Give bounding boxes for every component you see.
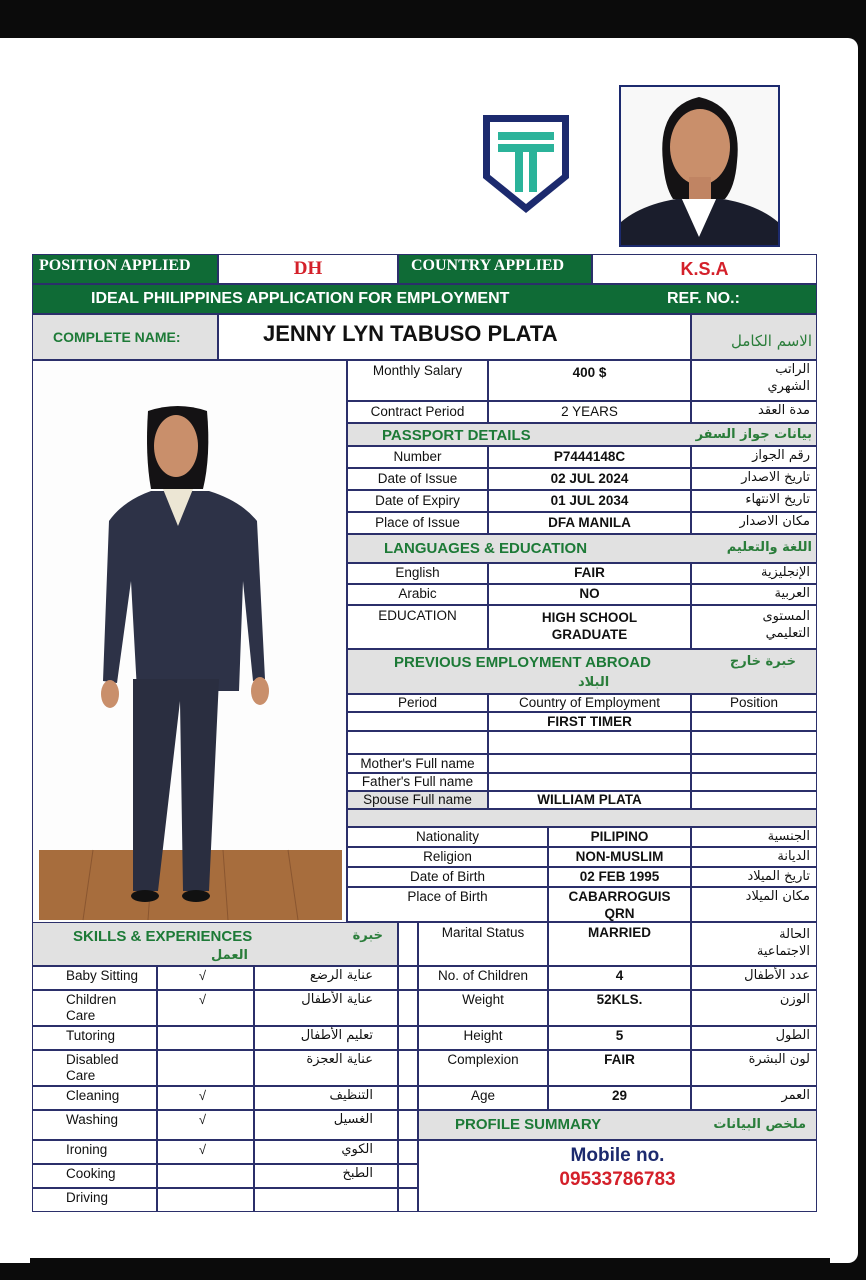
personal-row-label-ar: الجنسية <box>691 827 817 847</box>
skill-gap <box>398 1050 418 1086</box>
profile-summary-body <box>418 1140 817 1212</box>
spouse-name-value: WILLIAM PLATA <box>488 791 691 809</box>
skill-check: √ <box>157 1110 254 1140</box>
employment-title-ar-line1: خبرة خارج <box>729 654 796 669</box>
monthly-salary-value: 400 $ <box>488 360 691 401</box>
skill-name-line2: Care <box>66 1068 96 1083</box>
personal-row-label: Nationality <box>347 827 548 847</box>
birthplace-value <box>548 887 691 922</box>
skill-gap <box>398 1026 418 1050</box>
skill-name <box>32 1188 157 1212</box>
skills-title: SKILLS & EXPERIENCES <box>73 928 253 945</box>
form-title: IDEAL PHILIPPINES APPLICATION FOR EMPLOYMENT <box>91 290 510 307</box>
contract-period-label: Contract Period <box>347 401 488 423</box>
weight-value: 52KLS. <box>548 990 691 1026</box>
education-value-line2: GRADUATE <box>551 627 628 642</box>
skill-gap <box>398 1110 418 1140</box>
father-name-value <box>488 773 691 791</box>
complete-name-label-ar: الاسم الكامل <box>691 314 817 360</box>
skill-name-line1: Tutoring <box>66 1028 116 1043</box>
skill-name-ar: تعليم الأطفال <box>254 1026 398 1050</box>
complexion-value: FAIR <box>548 1050 691 1086</box>
skills-title-ar-line2: العمل <box>211 948 248 963</box>
mobile-label: Mobile no. <box>570 1145 665 1166</box>
passport-row-label: Number <box>347 446 488 468</box>
skill-check: √ <box>157 1140 254 1164</box>
skill-name-ar: الطبخ <box>254 1164 398 1188</box>
skill-name-line1: Driving <box>66 1190 109 1205</box>
passport-row-label-ar: تاريخ الانتهاء <box>691 490 817 512</box>
height-label-ar: الطول <box>691 1026 817 1050</box>
employment-title-ar-line2: البلاد <box>578 675 610 690</box>
skill-name-ar: التنظيف <box>254 1086 398 1110</box>
languages-title: LANGUAGES & EDUCATION <box>384 540 588 557</box>
face-photo-icon <box>621 87 778 245</box>
skill-gap <box>398 1086 418 1110</box>
passport-row-label-ar: رقم الجواز <box>691 446 817 468</box>
full-body-photo <box>32 360 347 923</box>
skills-section-header <box>32 922 398 966</box>
skill-gap <box>398 1164 418 1188</box>
employment-row2-country <box>488 731 691 754</box>
languages-title-ar: اللغة والتعليم <box>726 540 812 555</box>
skill-name <box>32 1164 157 1188</box>
employment-row1-position <box>691 712 817 731</box>
marital-label-ar-line2: الاجتماعية <box>756 944 810 959</box>
language-row-label: Arabic <box>347 584 488 605</box>
contract-period-value: 2 YEARS <box>488 401 691 423</box>
contract-period-label-ar: مدة العقد <box>691 401 817 423</box>
employment-col-country: Country of Employment <box>488 694 691 712</box>
personal-row-label: Date of Birth <box>347 867 548 887</box>
mother-name-extra <box>691 754 817 773</box>
agency-logo <box>480 112 572 216</box>
education-label-ar <box>691 605 817 649</box>
passport-photo <box>619 85 780 247</box>
complexion-label: Complexion <box>418 1050 548 1086</box>
ref-no-label: REF. NO.: <box>667 290 740 307</box>
employment-row2-period <box>347 731 488 754</box>
complexion-label-ar: لون البشرة <box>691 1050 817 1086</box>
mother-name-value <box>488 754 691 773</box>
employment-row1-period <box>347 712 488 731</box>
complete-name-label: COMPLETE NAME: <box>32 314 218 360</box>
personal-row-label: Religion <box>347 847 548 867</box>
spouse-name-label: Spouse Full name <box>347 791 488 809</box>
education-label-ar-line1: المستوى <box>762 609 810 624</box>
language-row-value: FAIR <box>488 563 691 584</box>
languages-section-header <box>347 534 817 563</box>
education-value-line1: HIGH SCHOOL <box>541 610 638 625</box>
profile-summary-title-ar: ملخص البيانات <box>713 1117 806 1132</box>
skill-check: √ <box>157 966 254 990</box>
skill-name <box>32 1086 157 1110</box>
personal-row-label-ar: تاريخ الميلاد <box>691 867 817 887</box>
spacer-row <box>347 809 817 827</box>
passport-title-ar: بيانات جواز السفر <box>695 427 812 442</box>
monthly-salary-label: Monthly Salary <box>347 360 488 401</box>
personal-row-value: PILIPINO <box>548 827 691 847</box>
bottom-edge <box>30 1258 830 1268</box>
marital-status-value: MARRIED <box>548 922 691 966</box>
birthplace-value-line1: CABARROGUIS <box>568 889 671 904</box>
passport-row-label-ar: مكان الاصدار <box>691 512 817 534</box>
personal-row-value: NON-MUSLIM <box>548 847 691 867</box>
skill-name-ar: عناية الأطفال <box>254 990 398 1026</box>
father-name-extra <box>691 773 817 791</box>
skill-check: √ <box>157 990 254 1026</box>
passport-row-value: DFA MANILA <box>488 512 691 534</box>
language-row-value: NO <box>488 584 691 605</box>
birthplace-label-ar: مكان الميلاد <box>691 887 817 922</box>
employment-row2-position <box>691 731 817 754</box>
skill-name-ar <box>254 1188 398 1212</box>
employment-title: PREVIOUS EMPLOYMENT ABROAD <box>394 654 651 671</box>
employment-row1-country: FIRST TIMER <box>488 712 691 731</box>
skill-name <box>32 1110 157 1140</box>
skill-name-line1: Children <box>66 992 117 1007</box>
skill-name-ar: عناية العجزة <box>254 1050 398 1086</box>
marital-label-ar-line1: الحالة <box>779 927 810 942</box>
father-name-label: Father's Full name <box>347 773 488 791</box>
age-value: 29 <box>548 1086 691 1110</box>
weight-label-ar: الوزن <box>691 990 817 1026</box>
skill-gap <box>398 1140 418 1164</box>
skill-check <box>157 1164 254 1188</box>
passport-row-value: 01 JUL 2034 <box>488 490 691 512</box>
height-value: 5 <box>548 1026 691 1050</box>
monthly-salary-label-ar: الراتب الشهري <box>691 360 817 401</box>
passport-row-label: Date of Issue <box>347 468 488 490</box>
form-title-bar <box>32 284 817 314</box>
birthplace-label: Place of Birth <box>347 887 548 922</box>
mobile-value: 09533786783 <box>559 1169 676 1190</box>
skill-gap <box>398 1188 418 1212</box>
full-body-photo-icon <box>33 361 346 922</box>
personal-row-label-ar: الديانة <box>691 847 817 867</box>
passport-row-label-ar: تاريخ الاصدار <box>691 468 817 490</box>
height-label: Height <box>418 1026 548 1050</box>
position-applied-label: POSITION APPLIED <box>32 254 218 284</box>
passport-row-label: Place of Issue <box>347 512 488 534</box>
country-applied-value: K.S.A <box>592 254 817 284</box>
skill-name-line1: Cleaning <box>66 1088 120 1103</box>
children-label: No. of Children <box>418 966 548 990</box>
mother-name-label: Mother's Full name <box>347 754 488 773</box>
skills-title-ar-line1: خبرة <box>352 928 383 943</box>
skill-check <box>157 1026 254 1050</box>
passport-row-label: Date of Expiry <box>347 490 488 512</box>
skill-name-line1: Washing <box>66 1112 119 1127</box>
skill-check <box>157 1188 254 1212</box>
skill-name <box>32 966 157 990</box>
skill-check: √ <box>157 1086 254 1110</box>
employment-section-header <box>347 649 817 694</box>
skill-name-ar: عناية الرضع <box>254 966 398 990</box>
children-value: 4 <box>548 966 691 990</box>
position-applied-value: DH <box>218 254 398 284</box>
skill-name-line1: Disabled <box>66 1052 119 1067</box>
language-row-label-ar: الإنجليزية <box>691 563 817 584</box>
skill-check <box>157 1050 254 1086</box>
complete-name-value: JENNY LYN TABUSO PLATA <box>218 314 691 360</box>
marital-status-label-ar <box>691 922 817 966</box>
skill-name-ar: الكوي <box>254 1140 398 1164</box>
skill-name-line1: Ironing <box>66 1142 108 1157</box>
skill-name <box>32 1140 157 1164</box>
employment-col-position: Position <box>691 694 817 712</box>
marital-status-label: Marital Status <box>418 922 548 966</box>
skill-name-line1: Cooking <box>66 1166 116 1181</box>
birthplace-value-line2: QRN <box>604 906 635 921</box>
skill-name-line2: Care <box>66 1008 96 1023</box>
language-row-label-ar: العربية <box>691 584 817 605</box>
skill-gap <box>398 966 418 990</box>
personal-row-value: 02 FEB 1995 <box>548 867 691 887</box>
skills-header-gap <box>398 922 418 966</box>
education-value <box>488 605 691 649</box>
country-applied-label: COUNTRY APPLIED <box>398 254 592 284</box>
employment-col-period: Period <box>347 694 488 712</box>
age-label: Age <box>418 1086 548 1110</box>
passport-section-header <box>347 423 817 446</box>
passport-row-value: 02 JUL 2024 <box>488 468 691 490</box>
skill-gap <box>398 990 418 1026</box>
profile-summary-title: PROFILE SUMMARY <box>455 1116 602 1133</box>
age-label-ar: العمر <box>691 1086 817 1110</box>
passport-row-value: P7444148C <box>488 446 691 468</box>
passport-title: PASSPORT DETAILS <box>382 427 531 444</box>
spouse-name-extra <box>691 791 817 809</box>
education-label-ar-line2: التعليمي <box>765 626 810 641</box>
language-row-label: English <box>347 563 488 584</box>
children-label-ar: عدد الأطفال <box>691 966 817 990</box>
weight-label: Weight <box>418 990 548 1026</box>
skill-name-line1: Baby Sitting <box>66 968 139 983</box>
profile-summary-header <box>418 1110 817 1140</box>
skill-name <box>32 1050 157 1086</box>
skill-name-ar: الغسيل <box>254 1110 398 1140</box>
skill-name <box>32 990 157 1026</box>
education-label: EDUCATION <box>347 605 488 649</box>
skill-name <box>32 1026 157 1050</box>
